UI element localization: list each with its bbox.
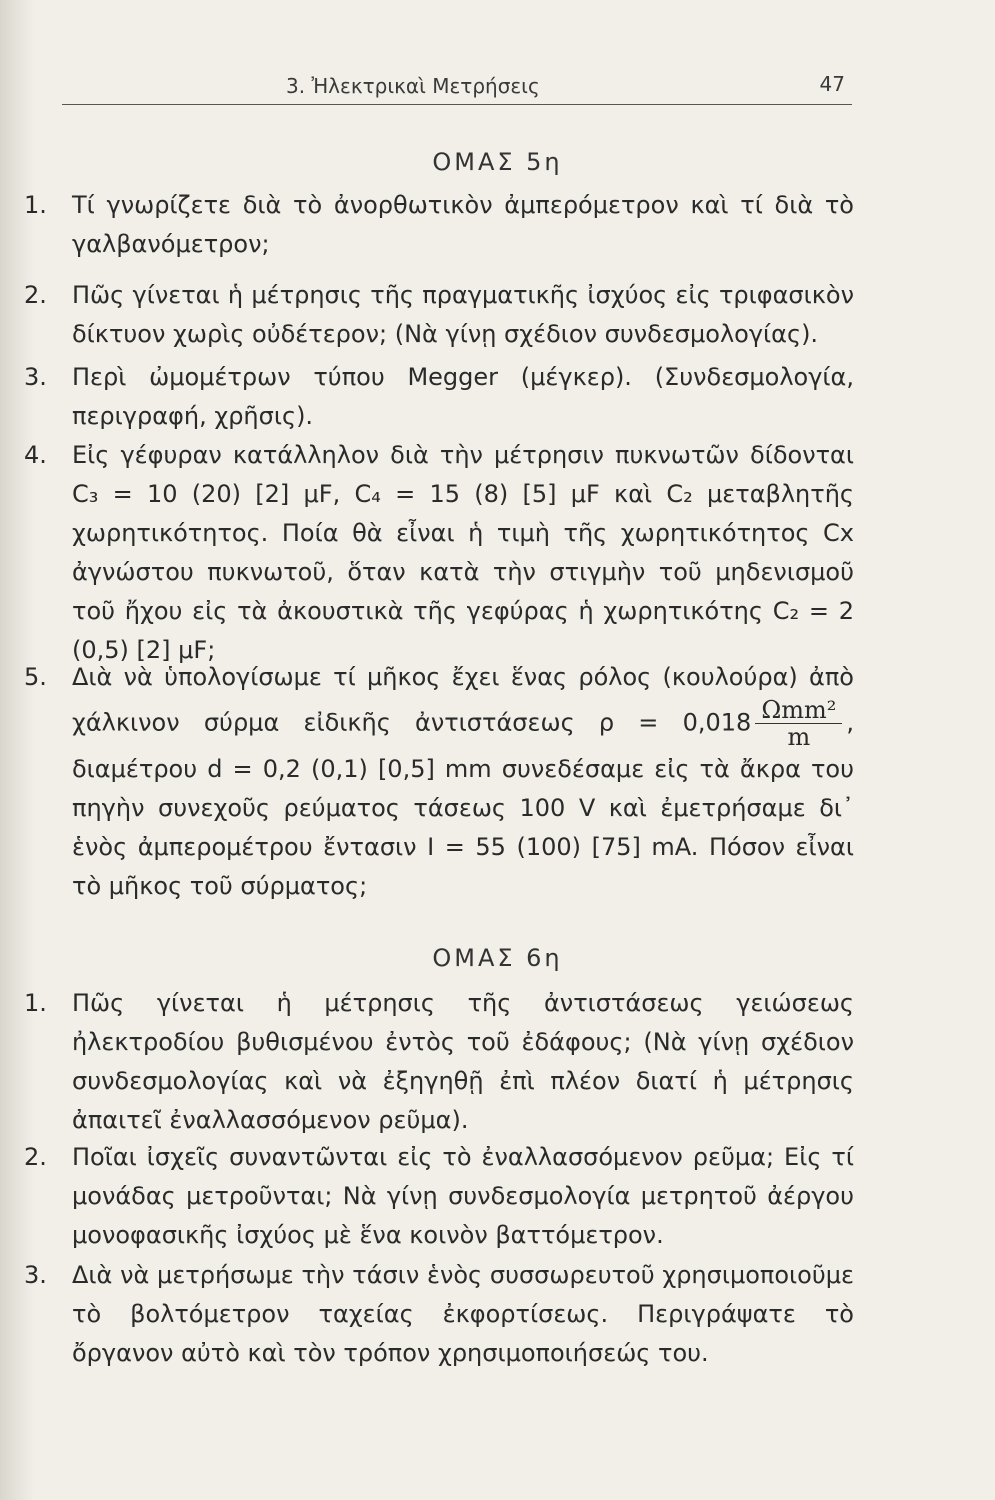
question-number: 2. xyxy=(24,1143,47,1171)
resistivity-unit-fraction xyxy=(755,697,842,750)
question-number: 1. xyxy=(24,989,47,1017)
page-number: 47 xyxy=(819,72,845,96)
question-text: Εἰς γέφυραν κατάλληλον διὰ τὴν μέτρησιν πυκνωτῶν δίδονται C₃ = 10 (20) [2] μF, C₄ = 15 (8) [5] μF καὶ C₂ μεταβλητῆς χωρητικότητος. Ποία θὰ εἶναι ἡ τιμὴ τῆς χωρητικότητος Cx ἀγνώστου πυκνωτοῦ, ὅταν κατὰ τὴν στιγμὴν τοῦ μηδενισμοῦ τοῦ ἤχου εἰς τὰ ἀκουστικὰ τῆς γεφύρας ἡ χωρητικότης C₂ = 2 (0,5) [2] μF; xyxy=(72,441,854,664)
question-text-part-b: , διαμέτρου d = 0,2 (0,1) [0,5] mm συνεδέσαμε εἰς τὰ ἄκρα του πηγὴν συνεχοῦς ρεύματος τάσεως 100 V καὶ ἐμετρήσαμε δι᾽ ἑνὸς ἀμπερομέτρου ἔντασιν I = 55 (100) [75] mA. Πόσον εἶναι τὸ μῆκος τοῦ σύρματος; xyxy=(72,708,854,900)
question-6-1 xyxy=(24,984,854,1140)
question-5-3 xyxy=(24,358,854,436)
question-5-4 xyxy=(24,436,854,670)
question-5-1 xyxy=(24,186,854,264)
fraction-numerator: Ωmm² xyxy=(755,697,842,724)
question-5-5 xyxy=(24,658,854,906)
question-text: Πῶς γίνεται ἡ μέτρησις τῆς ἀντιστάσεως γειώσεως ἠλεκτροδίου βυθισμένου ἐντὸς τοῦ ἐδάφους; (Νὰ γίνῃ σχέδιον συνδεσμολογίας καὶ νὰ ἐξηγηθῇ ἐπὶ πλέον διατί ἡ μέτρησις ἀπαιτεῖ ἐναλλασσόμενον ρεῦμα). xyxy=(72,989,854,1134)
question-number: 3. xyxy=(24,1261,47,1289)
question-text: Πῶς γίνεται ἡ μέτρησις τῆς πραγματικῆς ἰσχύος εἰς τριφασικὸν δίκτυον χωρὶς οὐδέτερον; (Νὰ γίνῃ σχέδιον συνδεσμολογίας). xyxy=(72,281,854,348)
header-rule xyxy=(62,104,852,105)
question-number: 2. xyxy=(24,281,47,309)
fraction-denominator: m xyxy=(787,723,811,751)
question-text: Τί γνωρίζετε διὰ τὸ ἀνορθωτικὸν ἀμπερόμετρον καὶ τί διὰ τὸ γαλβανόμετρον; xyxy=(72,191,854,258)
question-text: Ποῖαι ἰσχεῖς συναντῶνται εἰς τὸ ἐναλλασσόμενον ρεῦμα; Εἰς τί μονάδας μετροῦνται; Νὰ γίνῃ συνδεσμολογία μετρητοῦ ἀέργου μονοφασικῆς ἰσχύος μὲ ἕνα κοινὸν βαττόμετρον. xyxy=(72,1143,854,1249)
question-5-2 xyxy=(24,276,854,354)
question-number: 3. xyxy=(24,363,47,391)
question-6-2 xyxy=(24,1138,854,1255)
question-number: 5. xyxy=(24,663,47,691)
question-text xyxy=(72,658,854,906)
group-5-title: ΟΜΑΣ 5η xyxy=(432,148,563,176)
question-6-3 xyxy=(24,1256,854,1373)
question-number: 1. xyxy=(24,191,47,219)
running-header xyxy=(286,74,845,98)
question-text: Περὶ ὠμομέτρων τύπου Megger (μέγκερ). (Συνδεσμολογία, περιγραφή, χρῆσις). xyxy=(72,363,854,430)
question-number: 4. xyxy=(24,441,47,469)
group-6-title: ΟΜΑΣ 6η xyxy=(432,944,563,972)
question-text: Διὰ νὰ μετρήσωμε τὴν τάσιν ἑνὸς συσσωρευτοῦ χρησιμοποιοῦμε τὸ βολτόμετρον ταχείας ἐκφορτίσεως. Περιγράψατε τὸ ὄργανον αὐτὸ καὶ τὸν τρόπον χρησιμοποιήσεώς του. xyxy=(72,1261,854,1367)
question-text-part-a: Διὰ νὰ ὑπολογίσωμε τί μῆκος ἔχει ἕνας ρόλος (κουλούρα) ἀπὸ χάλκινον σύρμα εἰδικῆς ἀντιστάσεως ρ = 0,018 xyxy=(72,663,854,737)
chapter-title: 3. Ἠλεκτρικαὶ Μετρήσεις xyxy=(286,74,540,98)
